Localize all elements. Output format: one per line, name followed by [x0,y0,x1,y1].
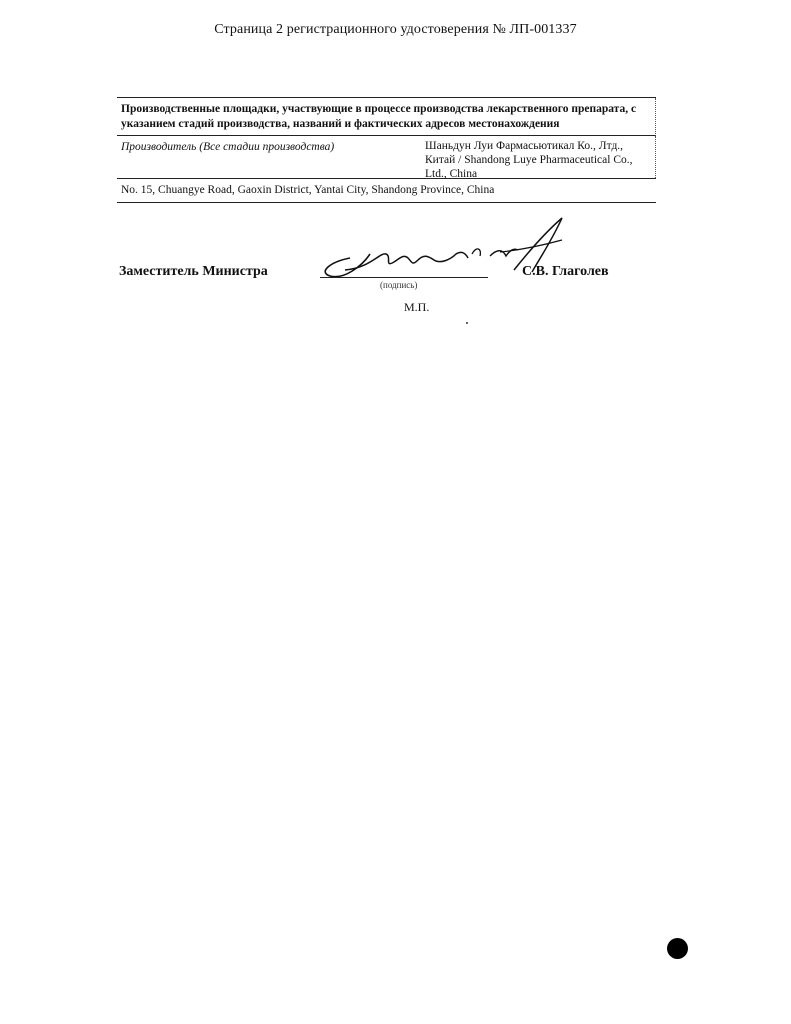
scan-speck [466,322,468,324]
signature-line [320,277,488,278]
manufacturer-address: No. 15, Chuangye Road, Gaoxin District, Yantai City, Shandong Province, China [121,184,495,196]
signer-name: С.В. Глаголев [522,264,609,279]
signature-caption: (подпись) [380,280,418,290]
table-heading: Производственные площадки, участвующие в процессе производства лекарственного препарата, с указанием стадий производства, названий и фактических адресов местонахождения [117,98,656,136]
manufacturer-row [117,136,656,179]
page-marker-dot [667,938,688,959]
stamp-place-label: М.П. [404,300,430,314]
page-header: Страница 2 регистрационного удостоверения № ЛП-001337 [214,22,577,37]
manufacturer-name: Шаньдун Луи Фармасьютикал Ко., Лтд., Китай / Shandong Luye Pharmaceutical Co., Ltd., China [421,136,656,178]
signer-position: Заместитель Министра [119,264,268,279]
manufacturer-label: Производитель (Все стадии производства) [121,141,335,153]
production-sites-table [117,97,656,203]
